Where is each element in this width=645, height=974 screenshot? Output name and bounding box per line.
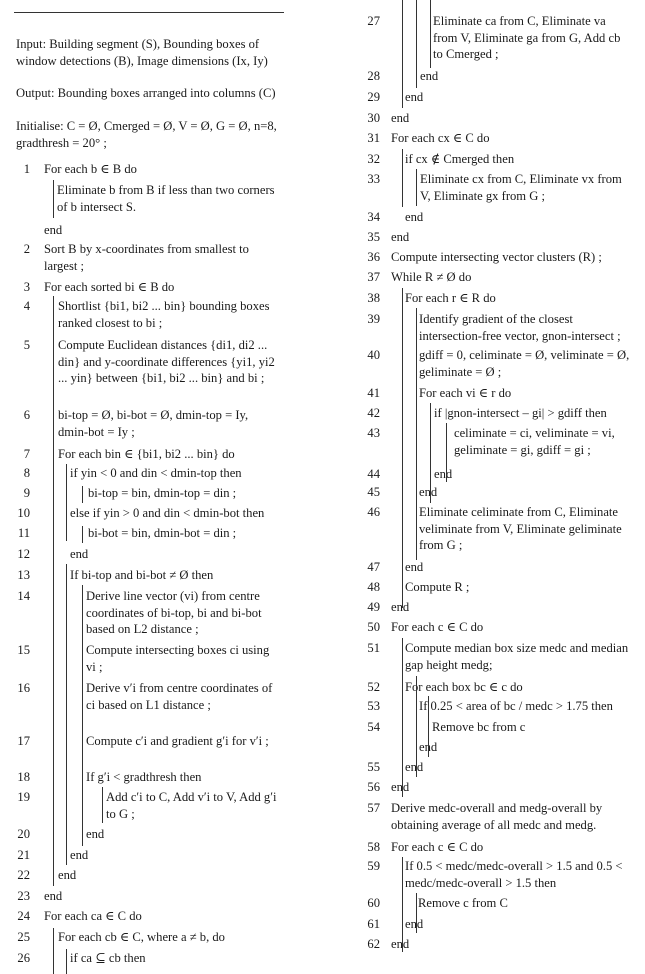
algorithm-line: Compute c′i and gradient g′i for v′i ; [86,734,269,748]
indent-bar [416,893,417,933]
algorithm-line: Derive medc-overall and medg-overall by obtaining average of all medc and medg. [391,801,603,832]
line-number-10: 10 [17,506,30,520]
algorithm-line: Remove bc from c [432,720,526,734]
algorithm-line: Shortlist {bi1, bi2 ... bin} bounding boxes ranked closest to bi ; [58,299,270,330]
line-number-51: 51 [367,641,380,655]
line-number-52: 52 [367,680,380,694]
line-number-15: 15 [17,643,30,657]
line-number-4: 4 [23,299,30,313]
algorithm-line: For each bin ∈ {bi1, bi2 ... bin} do [58,447,235,461]
line-number-41: 41 [367,386,380,400]
algorithm-line: end [86,827,105,841]
algorithm-line: Eliminate ca from C, Eliminate va from V, Eliminate ga from G, Add cb to Cmerged ; [433,14,621,61]
algorithm-line: end [44,889,63,903]
algorithm-line: end [405,917,424,931]
line-number-46: 46 [367,505,380,519]
indent-bar [66,564,67,865]
algorithm-line: end [405,760,424,774]
algorithm-line: if ca ⊆ cb then [70,951,146,965]
line-number-57: 57 [367,801,380,815]
line-number-54: 54 [367,720,380,734]
algorithm-line: Eliminate b from B if less than two corners of b intersect S. [57,183,275,214]
algorithm-line: bi-bot = bin, dmin-bot = din ; [88,526,237,540]
line-number-3: 3 [23,280,30,294]
line-number-16: 16 [17,681,30,695]
line-number-18: 18 [17,770,30,784]
line-number-48: 48 [367,580,380,594]
algorithm-line: For each cb ∈ C, where a ≠ b, do [58,930,225,944]
line-number-22: 22 [17,868,30,882]
algorithm-line: Compute Euclidean distances {di1, di2 ... din} and y-coordinate differences {yi1, yi2 ... yin} between {bi1, bi2 ... bin} and bi ; [58,338,275,385]
line-number-23: 23 [17,889,30,903]
line-number-59: 59 [367,859,380,873]
algorithm-line: celiminate = ci, veliminate = vi, geliminate = gi, gdiff = gi ; [454,426,615,457]
algorithm-line: For each b ∈ B do [44,162,137,176]
algorithm-line: Derive line vector (vi) from centre coordinates of bi-top, bi and bi-bot based on L2 distance ; [86,589,262,636]
line-number-42: 42 [367,406,380,420]
initialise-spec: Initialise: C = Ø, Cmerged = Ø, V = Ø, G = Ø, n=8, gradthresh = 20° ; [16,119,277,150]
algorithm-line: For each sorted bi ∈ B do [44,280,175,294]
line-number-30: 30 [367,111,380,125]
line-number-33: 33 [367,172,380,186]
line-number-44: 44 [367,467,380,481]
indent-bar [416,0,417,88]
algorithm-line: end [405,90,424,104]
line-number-7: 7 [23,447,30,461]
line-number-8: 8 [23,466,30,480]
algorithm-line: end [391,230,410,244]
line-number-43: 43 [367,426,380,440]
algorithm-line: bi-top = Ø, bi-bot = Ø, dmin-top = Iy, dmin-bot = Iy ; [58,408,249,439]
indent-bar [402,638,403,797]
line-number-27: 27 [367,14,380,28]
indent-bar [402,857,403,952]
algorithm-line: Compute intersecting vector clusters (R) ; [391,250,602,264]
indent-bar [430,403,431,503]
algorithm-line: If 0.5 < medc/medc-overall > 1.5 and 0.5 < medc/medc-overall > 1.5 then [405,859,623,890]
line-number-53: 53 [367,699,380,713]
algorithm-line: For each cx ∈ C do [391,131,490,145]
line-number-61: 61 [367,917,380,931]
algorithm-line: end [70,547,89,561]
algorithm-line: else if yin > 0 and din < dmin-bot then [70,506,265,520]
line-number-58: 58 [367,840,380,854]
line-number-50: 50 [367,620,380,634]
indent-bar [53,928,54,974]
line-number-39: 39 [367,312,380,326]
indent-bar [82,486,83,503]
line-number-17: 17 [17,734,30,748]
algorithm-line: end [419,485,438,499]
line-number-11: 11 [17,526,30,540]
algorithm-line: For each vi ∈ r do [419,386,512,400]
indent-bar [428,696,429,757]
line-number-31: 31 [367,131,380,145]
indent-bar [416,308,417,560]
line-number-24: 24 [17,909,30,923]
algorithm-line: Derive v′i from centre coordinates of ci based on L1 distance ; [86,681,273,712]
indent-bar [102,787,103,823]
line-number-13: 13 [17,568,30,582]
algorithm-line: end [405,210,424,224]
indent-bar [416,169,417,206]
algorithm-line: Remove c from C [418,896,508,910]
line-number-28: 28 [367,69,380,83]
line-number-56: 56 [367,780,380,794]
line-number-12: 12 [17,547,30,561]
algorithm-line: For each box bc ∈ c do [405,680,523,694]
algorithm-line: end [391,937,410,951]
line-number-26: 26 [17,951,30,965]
algorithm-line: Compute median box size medc and median gap height medg; [405,641,629,672]
line-number-36: 36 [367,250,380,264]
indent-bar [66,464,67,541]
algorithm-line: Identify gradient of the closest intersection-free vector, gnon-intersect ; [419,312,621,343]
algorithm-line: If bi-top and bi-bot ≠ Ø then [70,568,214,582]
indent-bar [82,585,83,846]
indent-bar [402,0,403,108]
algorithm-line: if |gnon-intersect – gi| > gdiff then [434,406,607,420]
indent-bar [53,180,54,218]
line-number-29: 29 [367,90,380,104]
line-number-9: 9 [23,486,30,500]
algorithm-line: If 0.25 < area of bc / medc > 1.75 then [419,699,613,713]
algorithm-line: end [70,848,89,862]
algorithm-line: if yin < 0 and din < dmin-top then [70,466,242,480]
line-number-34: 34 [367,210,380,224]
algorithm-line: end [58,868,77,882]
algorithm-line: While R ≠ Ø do [391,270,472,284]
algorithm-line: end [434,467,453,481]
line-number-49: 49 [367,600,380,614]
line-number-38: 38 [367,291,380,305]
algorithm-line: end [405,560,424,574]
line-number-45: 45 [367,485,380,499]
line-number-21: 21 [17,848,30,862]
algorithm-line: Eliminate cx from C, Eliminate vx from V, Eliminate gx from G ; [420,172,622,203]
algorithm-line: If g′i < gradthresh then [86,770,202,784]
algorithm-line: For each c ∈ C do [391,840,484,854]
indent-bar [446,423,447,482]
indent-bar [430,0,431,68]
line-number-60: 60 [367,896,380,910]
algorithm-line: For each c ∈ C do [391,620,484,634]
indent-bar [66,949,67,974]
algorithm-line: Compute intersecting boxes ci using vi ; [86,643,270,674]
line-number-55: 55 [367,760,380,774]
indent-bar [402,149,403,207]
indent-bar [82,526,83,543]
indent-bar [402,288,403,608]
line-number-32: 32 [367,152,380,166]
algorithm-line: Eliminate celiminate from C, Eliminate veliminate from V, Eliminate geliminate from G ; [419,505,622,552]
algorithm-line: if cx ∉ Cmerged then [405,152,515,166]
indent-bar [416,676,417,777]
line-number-2: 2 [23,242,30,256]
algorithm-line: bi-top = bin, dmin-top = din ; [88,486,237,500]
algorithm-line: Sort B by x-coordinates from smallest to largest ; [44,242,249,273]
algorithm-line: end [391,600,410,614]
input-spec: Input: Building segment (S), Bounding boxes of window detections (B), Image dimensions (Ix, Iy) [16,37,268,68]
line-number-20: 20 [17,827,30,841]
line-number-14: 14 [17,589,30,603]
algorithm-line: For each ca ∈ C do [44,909,142,923]
line-number-5: 5 [23,338,30,352]
line-number-19: 19 [17,790,30,804]
line-number-37: 37 [367,270,380,284]
algorithm-line: Compute R ; [405,580,470,594]
line-number-40: 40 [367,348,380,362]
algorithm-line: For each r ∈ R do [405,291,496,305]
line-number-35: 35 [367,230,380,244]
output-spec: Output: Bounding boxes arranged into columns (C) [16,86,276,100]
algorithm-line: end [44,223,63,237]
line-number-25: 25 [17,930,30,944]
algorithm-line: Add c′i to C, Add v′i to V, Add g′i to G ; [106,790,277,821]
line-number-47: 47 [367,560,380,574]
algorithm-line: gdiff = 0, celiminate = Ø, veliminate = Ø, geliminate = Ø ; [419,348,630,379]
indent-bar [53,296,54,886]
line-number-1: 1 [23,162,30,176]
algorithm-line: end [419,740,438,754]
algorithm-line: end [391,111,410,125]
line-number-6: 6 [23,408,30,422]
algorithm-line: end [420,69,439,83]
line-number-62: 62 [367,937,380,951]
algorithm-line: end [391,780,410,794]
top-rule [14,12,284,13]
